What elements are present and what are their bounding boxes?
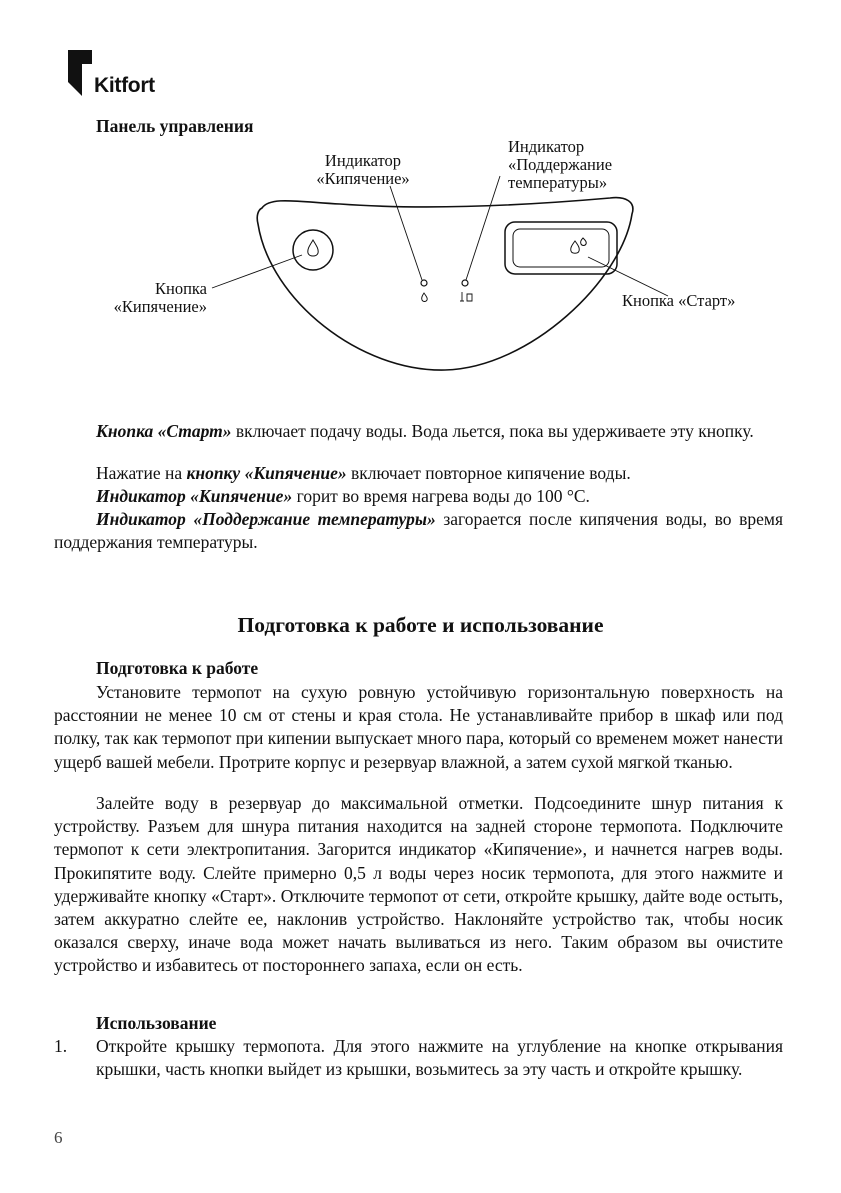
- keep-indicator-icon: [460, 292, 472, 301]
- prep-paragraph-1: [54, 681, 783, 774]
- brand-name: Kitfort: [94, 74, 155, 97]
- boil-indicator-label-line1: Индикатор: [324, 151, 402, 170]
- keep-indicator-leader: [466, 176, 500, 280]
- start-drop-small-icon: [581, 238, 587, 246]
- desc-boil-button-pre: Нажатие на: [96, 463, 187, 483]
- page-number: 6: [54, 1128, 63, 1147]
- desc-start-button-text: включает подачу воды. Вода льется, пока вы удерживаете эту кнопку.: [231, 421, 754, 441]
- boil-drop-icon: [308, 240, 318, 256]
- desc-keep-indicator: [54, 508, 783, 554]
- desc-start-button-term: Кнопка «Старт»: [96, 421, 232, 441]
- start-drop-icon: [571, 241, 580, 253]
- boil-indicator-drawing: [421, 280, 427, 286]
- list-item-text: Откройте крышку термопота. Для этого нажмите на углубление на кнопке открывания крышки, часть кнопки выйдет из крышки, возьмитесь за эту часть и откройте крышку.: [96, 1036, 783, 1080]
- desc-start-button: [54, 420, 783, 443]
- boil-indicator-icon: [422, 293, 428, 302]
- desc-boil-indicator-term: Индикатор «Кипячение»: [96, 486, 293, 506]
- boil-button-label: [92, 280, 207, 316]
- prep-paragraph-2-text: Залейте воду в резервуар до максимальной отметки. Подсоедините шнур питания к устройству. Разъем для шнура питания находится на задней стороне термопота. Подключите термопот к сети электропитания. Загорится индикатор «Кипячение», и начнется нагрев воды. Прокипятите воду. Слейте примерно 0,5 л воды через носик термопота, для этого нажмите и удерживайте кнопку «Старт». Отключите термопот от сети, откройте крышку, дайте воде остыть, затем аккуратно слейте ее, наклонив устройство. Наклоняйте устройство так, чтобы носик оказался сверху, иначе вода может начать выливаться из него. Таким образом вы очистите устройство и избавитесь от постороннего запаха, если он есть.: [54, 793, 783, 976]
- keep-indicator-label: [508, 138, 648, 192]
- prep-paragraph-2: [54, 792, 783, 978]
- boil-indicator-label: [300, 152, 426, 188]
- desc-boil-button-text: включает повторное кипячение воды.: [346, 463, 631, 483]
- keep-indicator-label-line1: Индикатор: [508, 137, 585, 156]
- control-panel-heading: Панель управления: [96, 116, 254, 136]
- section-title: Подготовка к работе и использование: [237, 613, 604, 637]
- boil-indicator-label-line2: «Кипячение»: [316, 169, 410, 188]
- keep-indicator-drawing: [462, 280, 468, 286]
- desc-keep-indicator-term: Индикатор «Поддержание температуры»: [96, 509, 436, 529]
- keep-indicator-label-line3: температуры»: [508, 173, 608, 192]
- brand-logo: [68, 50, 168, 102]
- desc-boil-indicator-text: горит во время нагрева воды до 100 °С.: [292, 486, 590, 506]
- boil-indicator-leader: [390, 186, 422, 280]
- use-heading: Использование: [96, 1013, 217, 1033]
- keep-indicator-label-line2: «Поддержание: [508, 155, 613, 174]
- list-item-number: 1.: [54, 1036, 68, 1056]
- start-button-outer: [505, 222, 617, 274]
- start-button-label: Кнопка «Старт»: [622, 291, 736, 310]
- prep-heading: Подготовка к работе: [96, 658, 259, 678]
- boil-button-leader: [212, 255, 302, 288]
- desc-keep-indicator-text: загорается после кипячения воды, во время поддержания температуры.: [54, 509, 784, 553]
- desc-boil-indicator: [54, 485, 783, 508]
- prep-paragraph-1-text: Установите термопот на сухую ровную устойчивую горизонтальную поверхность на расстоянии не менее 10 см от стены и края стола. Не устанавливайте прибор в шкаф или под полку, так как термопот при кипении выпускает много пара, который со временем может нанести ущерб вашей мебели. Протрите корпус и резервуар влажной, а затем сухой мягкой тканью.: [54, 682, 783, 772]
- kitfort-logo-icon: [68, 50, 92, 96]
- desc-boil-button: [54, 462, 783, 485]
- desc-boil-button-term: кнопку «Кипячение»: [186, 463, 347, 483]
- boil-button-drawing: [293, 230, 333, 270]
- panel-outline: [257, 198, 633, 370]
- boil-button-label-line1: Кнопка: [154, 279, 207, 298]
- boil-button-label-line2: «Кипячение»: [113, 297, 207, 316]
- start-button-inner: [513, 229, 609, 267]
